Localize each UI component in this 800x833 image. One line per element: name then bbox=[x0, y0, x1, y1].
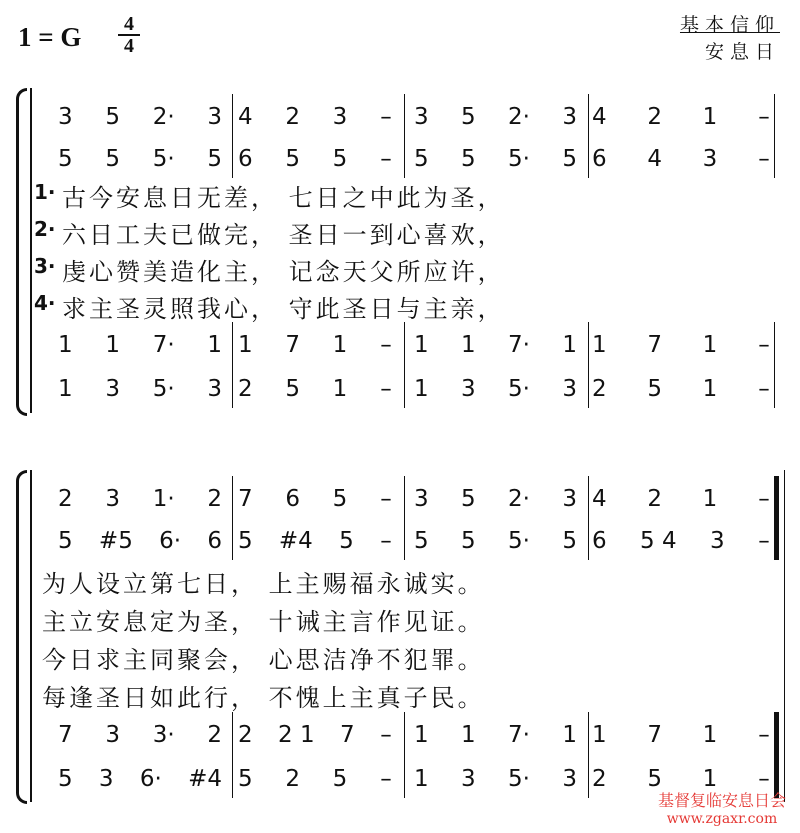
measure bbox=[238, 716, 392, 754]
measure bbox=[238, 326, 392, 364]
measure bbox=[58, 370, 222, 408]
note: 5 bbox=[58, 146, 73, 172]
time-top: 4 bbox=[118, 14, 140, 36]
note: – bbox=[758, 332, 770, 358]
note: 3 bbox=[461, 376, 476, 402]
verse-number: 3· bbox=[34, 254, 56, 278]
note: 3 bbox=[58, 104, 73, 130]
verse-number: 4· bbox=[34, 291, 56, 315]
note: #4 bbox=[278, 528, 313, 554]
note: 3 bbox=[702, 146, 718, 172]
note: – bbox=[380, 486, 392, 512]
note: 1 bbox=[414, 766, 429, 792]
note: 1 bbox=[562, 332, 577, 358]
measure bbox=[58, 716, 222, 754]
measure bbox=[238, 140, 392, 178]
note: #4 bbox=[188, 766, 222, 792]
note: 2 bbox=[238, 376, 253, 402]
note: 5· bbox=[508, 528, 530, 554]
note: 1 bbox=[238, 332, 253, 358]
measure bbox=[58, 760, 222, 798]
note: 3 bbox=[207, 104, 222, 130]
measure bbox=[414, 326, 577, 364]
note: – bbox=[758, 146, 770, 172]
note: 1 bbox=[562, 722, 577, 748]
measure bbox=[592, 98, 770, 136]
note: 5 bbox=[562, 146, 577, 172]
tenor-row bbox=[0, 326, 800, 364]
note: 2 bbox=[58, 486, 73, 512]
note: – bbox=[758, 376, 770, 402]
time-bottom: 4 bbox=[124, 35, 134, 57]
measure bbox=[58, 140, 222, 178]
note: 1 bbox=[702, 766, 718, 792]
measure bbox=[592, 716, 770, 754]
measure bbox=[238, 370, 392, 408]
note: 5 bbox=[647, 766, 662, 792]
note: 2 bbox=[592, 766, 607, 792]
note: 3 bbox=[98, 766, 114, 792]
measure bbox=[58, 326, 222, 364]
note: 3 bbox=[461, 766, 476, 792]
alto-row bbox=[0, 140, 800, 178]
note: 1 bbox=[332, 332, 348, 358]
barline bbox=[588, 712, 589, 798]
barline bbox=[232, 476, 233, 560]
measure bbox=[414, 140, 577, 178]
measure bbox=[592, 140, 770, 178]
measure bbox=[238, 522, 392, 560]
note: 6 bbox=[238, 146, 253, 172]
note: 1 bbox=[414, 376, 429, 402]
note: 5 bbox=[339, 528, 354, 554]
measure bbox=[414, 716, 577, 754]
note: 7 bbox=[647, 332, 662, 358]
note: 7· bbox=[508, 722, 530, 748]
barline bbox=[588, 94, 589, 178]
lyric-line: 为人设立第七日， 上主赐福永诚实。 bbox=[42, 570, 485, 598]
note: – bbox=[758, 766, 770, 792]
note: 3 bbox=[105, 486, 120, 512]
header-meta bbox=[680, 10, 780, 64]
note: 7· bbox=[152, 332, 175, 358]
note: 2 bbox=[592, 376, 607, 402]
note: – bbox=[758, 722, 770, 748]
note: 1 bbox=[702, 722, 718, 748]
measure bbox=[58, 522, 222, 560]
note: 1· bbox=[152, 486, 175, 512]
note: 5· bbox=[152, 376, 175, 402]
soprano-row bbox=[0, 480, 800, 518]
category-label: 基本信仰 bbox=[679, 15, 780, 36]
barline bbox=[404, 322, 405, 408]
note: 5 bbox=[238, 528, 253, 554]
barline bbox=[588, 476, 589, 560]
note: 1 bbox=[58, 332, 73, 358]
note: – bbox=[380, 528, 392, 554]
note: – bbox=[758, 486, 770, 512]
note: 3 bbox=[709, 528, 725, 554]
measure bbox=[414, 522, 577, 560]
alto-row bbox=[0, 522, 800, 560]
note: 5 bbox=[105, 146, 120, 172]
watermark-url: www.zgaxr.com bbox=[666, 811, 778, 827]
barline bbox=[588, 322, 589, 408]
measure bbox=[592, 370, 770, 408]
note: 1 bbox=[105, 332, 120, 358]
barline bbox=[774, 712, 779, 798]
note: 5 bbox=[461, 146, 476, 172]
note: 5 bbox=[332, 146, 348, 172]
note: 1 bbox=[702, 376, 718, 402]
note: 3 bbox=[332, 104, 348, 130]
note: 5 bbox=[238, 766, 253, 792]
note: 2 bbox=[207, 722, 222, 748]
note: 5· bbox=[508, 146, 530, 172]
measure bbox=[238, 760, 392, 798]
lyric-line: 古今安息日无差， 七日之中此为圣， bbox=[62, 184, 505, 212]
note: 1 bbox=[702, 486, 718, 512]
note: 3 bbox=[105, 722, 120, 748]
note: 2· bbox=[508, 486, 530, 512]
note: 5 bbox=[58, 528, 73, 554]
note: 5 bbox=[414, 528, 429, 554]
note: 5 4 bbox=[640, 528, 677, 554]
note: 5 bbox=[461, 104, 476, 130]
note: 5 bbox=[207, 146, 222, 172]
note: 3 bbox=[562, 376, 577, 402]
measure bbox=[414, 760, 577, 798]
lyric-line: 主立安息定为圣， 十诫主言作见证。 bbox=[42, 608, 485, 636]
measure bbox=[238, 98, 392, 136]
note: 3 bbox=[414, 486, 429, 512]
note: 1 bbox=[414, 722, 429, 748]
system-bracket bbox=[16, 88, 27, 416]
time-signature bbox=[118, 14, 140, 56]
note: 2 bbox=[238, 722, 253, 748]
note: 5 bbox=[414, 146, 429, 172]
measure bbox=[592, 522, 770, 560]
note: 3 bbox=[207, 376, 222, 402]
note: 7· bbox=[508, 332, 530, 358]
bass-row bbox=[0, 370, 800, 408]
note: 2 bbox=[647, 486, 662, 512]
note: 5 bbox=[332, 766, 348, 792]
note: 6 bbox=[592, 146, 607, 172]
final-barline bbox=[784, 470, 785, 802]
verse-number: 1· bbox=[34, 180, 56, 204]
system-2 bbox=[0, 470, 800, 810]
watermark-title: 基督复临安息日会 bbox=[657, 791, 786, 810]
note: – bbox=[380, 104, 392, 130]
note: 3 bbox=[414, 104, 429, 130]
verse-number: 2· bbox=[34, 217, 56, 241]
measure bbox=[592, 480, 770, 518]
note: 3 bbox=[562, 104, 577, 130]
note: – bbox=[380, 332, 392, 358]
note: 1 bbox=[58, 376, 73, 402]
measure bbox=[592, 326, 770, 364]
hymn-title: 安息日 bbox=[704, 42, 780, 63]
note: 3 bbox=[105, 376, 120, 402]
note: 7 bbox=[238, 486, 253, 512]
lyric-line: 六日工夫已做完， 圣日一到心喜欢， bbox=[62, 221, 505, 249]
note: – bbox=[380, 722, 392, 748]
note: 7 bbox=[58, 722, 73, 748]
note: 4 bbox=[592, 486, 607, 512]
barline bbox=[774, 476, 779, 560]
note: – bbox=[380, 146, 392, 172]
watermark bbox=[658, 788, 786, 827]
note: 6· bbox=[139, 766, 162, 792]
note: 2 1 bbox=[278, 722, 315, 748]
note: 5 bbox=[285, 146, 300, 172]
barline bbox=[232, 322, 233, 408]
note: 1 bbox=[702, 332, 718, 358]
measure bbox=[414, 370, 577, 408]
lyric-line: 虔心赞美造化主， 记念天父所应许， bbox=[62, 258, 505, 286]
note: 1 bbox=[207, 332, 222, 358]
note: 5· bbox=[508, 376, 530, 402]
system-line bbox=[30, 88, 32, 413]
key-signature: 1 = G bbox=[18, 22, 82, 52]
note: 2 bbox=[285, 104, 300, 130]
note: 2 bbox=[207, 486, 222, 512]
soprano-row bbox=[0, 98, 800, 136]
note: 4 bbox=[592, 104, 607, 130]
note: 6 bbox=[285, 486, 300, 512]
measure bbox=[414, 98, 577, 136]
note: 7 bbox=[285, 332, 300, 358]
barline bbox=[404, 712, 405, 798]
measure bbox=[58, 98, 222, 136]
measure bbox=[414, 480, 577, 518]
note: 3 bbox=[562, 486, 577, 512]
note: 3 bbox=[562, 766, 577, 792]
lyric-line: 每逢圣日如此行， 不愧上主真子民。 bbox=[42, 684, 485, 712]
note: 2· bbox=[508, 104, 530, 130]
barline bbox=[232, 712, 233, 798]
note: 5 bbox=[461, 528, 476, 554]
lyric-line: 求主圣灵照我心， 守此圣日与主亲， bbox=[62, 295, 505, 323]
note: – bbox=[758, 528, 770, 554]
note: 5 bbox=[461, 486, 476, 512]
note: 7 bbox=[339, 722, 355, 748]
barline bbox=[404, 476, 405, 560]
note: 1 bbox=[702, 104, 718, 130]
tenor-row bbox=[0, 716, 800, 754]
note: 6 bbox=[592, 528, 607, 554]
note: – bbox=[758, 104, 770, 130]
barline bbox=[774, 322, 775, 408]
note: 4 bbox=[238, 104, 253, 130]
note: – bbox=[380, 766, 392, 792]
note: 5· bbox=[152, 146, 175, 172]
note: 6· bbox=[159, 528, 182, 554]
note: 3· bbox=[152, 722, 175, 748]
barline bbox=[232, 94, 233, 178]
note: 1 bbox=[332, 376, 348, 402]
note: 2 bbox=[647, 104, 662, 130]
note: 5 bbox=[285, 376, 300, 402]
measure bbox=[238, 480, 392, 518]
measure bbox=[58, 480, 222, 518]
note: 5 bbox=[332, 486, 348, 512]
note: 1 bbox=[461, 722, 476, 748]
note: 5 bbox=[647, 376, 662, 402]
note: 1 bbox=[461, 332, 476, 358]
note: #5 bbox=[98, 528, 133, 554]
note: 2· bbox=[152, 104, 175, 130]
note: 4 bbox=[647, 146, 662, 172]
note: 2 bbox=[285, 766, 300, 792]
barline bbox=[404, 94, 405, 178]
note: 5 bbox=[562, 528, 577, 554]
note: 1 bbox=[592, 332, 607, 358]
note: 5 bbox=[58, 766, 73, 792]
lyric-line: 今日求主同聚会， 心思洁净不犯罪。 bbox=[42, 646, 485, 674]
note: 5 bbox=[105, 104, 120, 130]
barline bbox=[774, 94, 775, 178]
note: – bbox=[380, 376, 392, 402]
note: 7 bbox=[647, 722, 662, 748]
note: 6 bbox=[207, 528, 222, 554]
note: 1 bbox=[414, 332, 429, 358]
system-1 bbox=[0, 88, 800, 418]
note: 1 bbox=[592, 722, 607, 748]
note: 5· bbox=[508, 766, 530, 792]
